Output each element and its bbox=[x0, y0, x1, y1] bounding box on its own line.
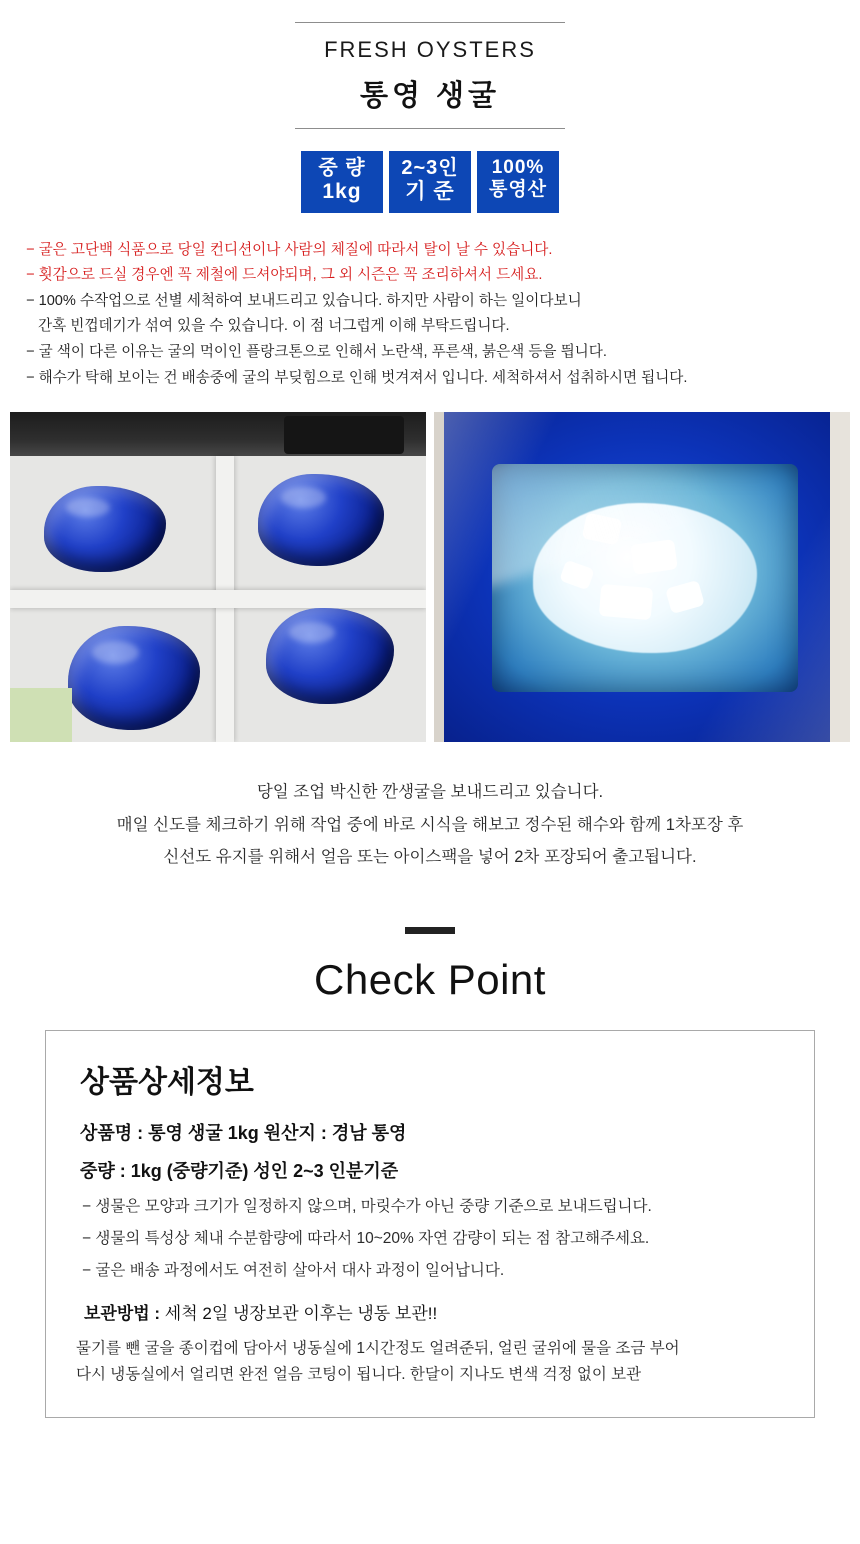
page-title-ko: 통영 생굴 bbox=[359, 80, 501, 112]
badge-row bbox=[0, 151, 860, 213]
notice-item: − 해수가 탁해 보이는 건 배송중에 굴의 부딪힘으로 인해 벗겨져서 입니다. 세척하셔서 섭취하시면 됩니다. bbox=[26, 369, 688, 386]
photo-dark-bin bbox=[284, 416, 404, 454]
badge-weight bbox=[301, 151, 383, 213]
detail-bullet: − 굴은 배송 과정에서도 여전히 살아서 대사 과정이 일어납니다. bbox=[82, 1262, 505, 1280]
badge-servings-line1: 2~3인 bbox=[401, 157, 459, 179]
notice-list bbox=[26, 239, 834, 391]
photo-ice-box bbox=[434, 412, 850, 742]
badge-origin bbox=[477, 151, 559, 213]
description-block bbox=[0, 776, 860, 873]
photo-styrofoam-box bbox=[10, 412, 426, 742]
detail-product-name: 상품명 : 통영 생굴 1kg 원산지 : 경남 통영 bbox=[80, 1122, 407, 1143]
badge-origin-line1: 100% bbox=[491, 157, 545, 178]
notice-item: − 굴은 고단백 식품으로 당일 컨디션이나 사람의 체질에 따라서 탈이 날 수 있습니다. bbox=[26, 241, 553, 258]
badge-weight-line2: 1kg bbox=[322, 180, 362, 204]
notice-item: − 100% 수작업으로 선별 세척하여 보내드리고 있습니다. 하지만 사람이 하는 일이다보니 bbox=[26, 292, 582, 309]
detail-heading: 상품상세정보 bbox=[80, 1065, 254, 1099]
photo-row bbox=[10, 412, 850, 742]
badge-servings-line2: 기 준 bbox=[405, 180, 455, 204]
detail-storage-value: 세척 2일 냉장보관 이후는 냉동 보관!! bbox=[160, 1303, 438, 1323]
detail-weight: 중량 : 1kg (중량기준) 성인 2~3 인분기준 bbox=[80, 1160, 399, 1181]
description-line: 신선도 유지를 위해서 얼음 또는 아이스팩을 넣어 2차 포장되어 출고됩니다. bbox=[163, 847, 697, 866]
description-line: 매일 신도를 체크하기 위해 작업 중에 바로 시식을 해보고 정수된 해수와 함께 1차포장 후 bbox=[116, 815, 744, 834]
photo-left-edge bbox=[434, 412, 444, 742]
photo-background-top bbox=[10, 412, 426, 458]
page-header bbox=[0, 0, 860, 129]
check-point-title: Check Point bbox=[314, 955, 546, 1003]
notice-item: − 굴 색이 다른 이유는 굴의 먹이인 플랑크톤으로 인해서 노란색, 푸른색, 붉은색 등을 띕니다. bbox=[26, 344, 607, 361]
badge-weight-line1: 중 량 bbox=[318, 157, 366, 179]
header-divider-top bbox=[295, 22, 565, 23]
detail-storage-detail bbox=[76, 1336, 786, 1389]
description-line: 당일 조업 박신한 깐생굴을 보내드리고 있습니다. bbox=[256, 783, 604, 802]
photo-box-interior bbox=[492, 464, 798, 692]
check-point-rule bbox=[405, 927, 455, 934]
product-detail-box bbox=[45, 1030, 815, 1418]
photo-ice-chunk bbox=[599, 584, 654, 620]
detail-storage-detail-line: 물기를 뺀 굴을 종이컵에 담아서 냉동실에 1시간정도 얼려준뒤, 얼린 굴위에 물을 조금 부어 bbox=[76, 1339, 680, 1357]
notice-item: − 횟감으로 드실 경우엔 꼭 제철에 드셔야되며, 그 외 시즌은 꼭 조리하셔서 드세요. bbox=[26, 267, 543, 284]
header-divider-bottom bbox=[295, 128, 565, 129]
detail-storage-label: 보관방법 : bbox=[84, 1303, 161, 1323]
notice-item-cont: 간혹 빈껍데기가 섞여 있을 수 있습니다. 이 점 너그럽게 이해 부탁드립니다. bbox=[38, 318, 510, 335]
detail-bullet: − 생물의 특성상 체내 수분함량에 따라서 10~20% 자연 감량이 되는 점 참고해주세요. bbox=[82, 1230, 650, 1248]
detail-storage-detail-line: 다시 냉동실에서 얼리면 완전 얼음 코팅이 됩니다. 한달이 지나도 변색 걱정 없이 보관 bbox=[76, 1366, 642, 1384]
page-title-en: FRESH OYSTERS bbox=[324, 37, 536, 62]
badge-origin-line2: 통영산 bbox=[488, 179, 548, 201]
photo-green-corner bbox=[10, 688, 72, 742]
detail-bullet: − 생물은 모양과 크기가 일정하지 않으며, 마릿수가 아닌 중량 기준으로 보내드립니다. bbox=[82, 1197, 652, 1215]
detail-storage-row bbox=[84, 1299, 786, 1324]
badge-servings bbox=[389, 151, 471, 213]
photo-foam-divider-horizontal bbox=[10, 590, 426, 608]
photo-right-edge bbox=[830, 412, 850, 742]
